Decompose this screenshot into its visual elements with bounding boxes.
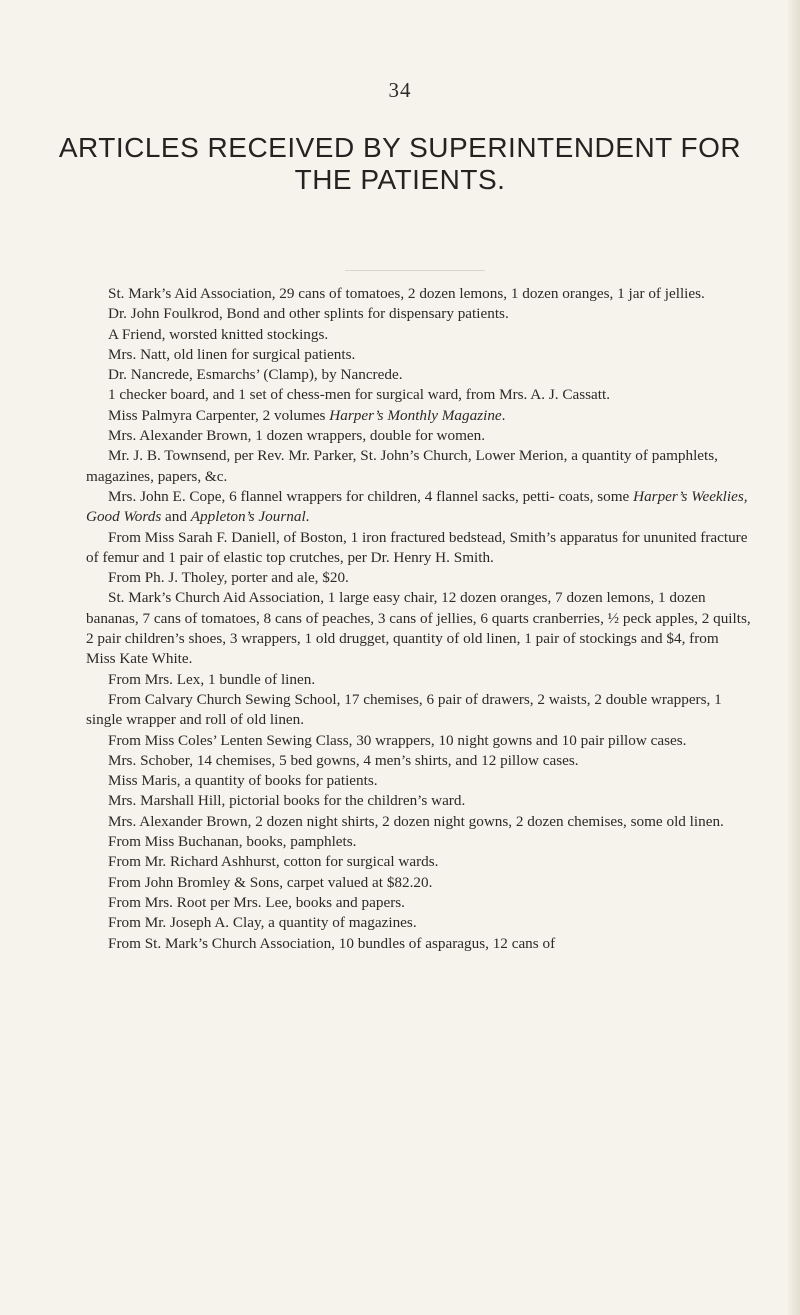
list-item: St. Mark’s Church Aid Association, 1 large easy chair, 12 dozen oranges, 7 dozen lemons, 1 dozen bananas, 7 cans of tomatoes, 8 cans of peaches, 3 cans of jellies, 6 quarts cranberries, ½ peck apples, 2 quilts, 2 pair children’s shoes, 3 wrappers, 1 old drugget, quantity of old linen, 1 pair of stockings and $4, from Miss Kate White.: [86, 589, 751, 668]
list-item: Mrs. Alexander Brown, 2 dozen night shirts, 2 dozen night gowns, 2 dozen chemises, some old linen.: [108, 812, 724, 830]
list-item: From Mr. Richard Ashhurst, cotton for surgical wards.: [108, 853, 439, 871]
page-edge: [788, 0, 800, 1315]
list-item: Dr. Nancrede, Esmarchs’ (Clamp), by Nancrede.: [108, 366, 403, 384]
list-item: From Miss Sarah F. Daniell, of Boston, 1 iron fractured bedstead, Smith’s apparatus for ununited fracture of femur and 1 pair of elastic top crutches, per Dr. Henry H. Smith.: [86, 528, 748, 566]
entry-text: Mrs. John E. Cope, 6 flannel wrappers for children, 4 flannel sacks, petti- coats, some: [108, 487, 634, 505]
list-item: From St. Mark’s Church Association, 10 bundles of asparagus, 12 cans of: [108, 934, 556, 952]
list-item: From Calvary Church Sewing School, 17 chemises, 6 pair of drawers, 2 waists, 2 double wrappers, 1 single wrapper and roll of old linen.: [86, 690, 722, 729]
list-item: Mr. J. B. Townsend, per Rev. Mr. Parker, St. John’s Church, Lower Merion, a quantity of pamphlets, magazines, papers, &c.: [86, 447, 718, 485]
list-item: [86, 406, 752, 426]
entry-text: .: [501, 406, 506, 424]
list-item: A Friend, worsted knitted stockings.: [108, 325, 329, 343]
list-item: 1 checker board, and 1 set of chess-men for surgical ward, from Mrs. A. J. Cassatt.: [108, 386, 611, 404]
periodical-title: Appleton’s Journal: [190, 508, 306, 526]
list-item: From Miss Buchanan, books, pamphlets.: [108, 833, 357, 851]
list-item: From Mrs. Root per Mrs. Lee, books and papers.: [108, 893, 405, 911]
list-item: St. Mark’s Aid Association, 29 cans of tomatoes, 2 dozen lemons, 1 dozen oranges, 1 jar of jellies.: [108, 285, 705, 302]
list-item: From Mr. Joseph A. Clay, a quantity of magazines.: [108, 914, 417, 932]
list-item: Mrs. Natt, old linen for surgical patients.: [108, 345, 356, 363]
list-item: Mrs. Marshall Hill, pictorial books for the children’s ward.: [108, 792, 466, 810]
periodical-title: Harper’s Monthly Magazine: [329, 406, 502, 424]
entry-text: Miss Palmyra Carpenter, 2 volumes: [108, 406, 330, 424]
entry-text: and: [161, 508, 191, 526]
list-item: From John Bromley & Sons, carpet valued at $82.20.: [108, 873, 433, 891]
list-item: Mrs. Schober, 14 chemises, 5 bed gowns, 4 men’s shirts, and 12 pillow cases.: [108, 751, 579, 769]
entry-text: .: [305, 508, 310, 526]
list-item: Miss Maris, a quantity of books for patients.: [108, 772, 378, 790]
title-divider: [345, 270, 485, 271]
list-item: From Ph. J. Tholey, porter and ale, $20.: [108, 569, 349, 587]
list-item: Mrs. Alexander Brown, 1 dozen wrappers, double for women.: [108, 427, 486, 445]
list-item: From Miss Coles’ Lenten Sewing Class, 30 wrappers, 10 night gowns and 10 pair pillow cases.: [108, 731, 687, 749]
list-item: From Mrs. Lex, 1 bundle of linen.: [108, 670, 316, 688]
list-item: Dr. John Foulkrod, Bond and other splints for dispensary patients.: [108, 305, 509, 323]
periodical-title: Harper’s Weeklies, Good Words: [86, 487, 748, 526]
list-item: [86, 487, 752, 528]
page-number: 34: [388, 78, 412, 102]
article-list: [86, 284, 752, 954]
page-title: ARTICLES RECEIVED BY SUPERINTENDENT FOR THE PATIENTS.: [58, 132, 742, 195]
